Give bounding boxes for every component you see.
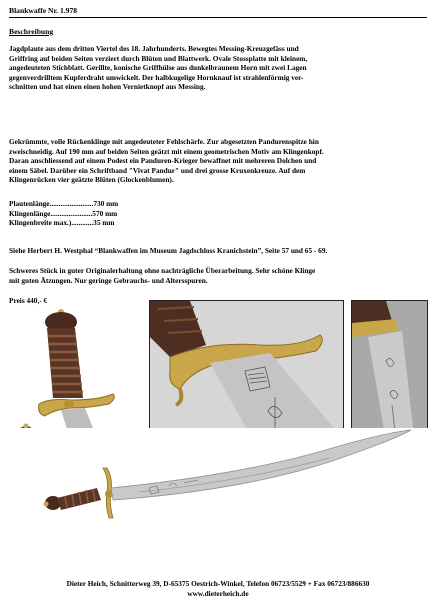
text-line: angedeuteten Stichblatt. Gerillte, konische Griffhülse aus dunkelbraunem Horn mit zwei Lagen [9,63,307,73]
footer-address: Dieter Heich, Schnitterweg 39, D-65375 Oestrich-Winkel, Telefon 06723/5529 + Fax 06723/886630 [66,579,370,588]
price-label: Preis 440,- € [9,296,48,305]
text-line: schnitten und hat einen einen hohen Vernietknopf aus Messing. [9,82,206,92]
text-line: Gekrümmte, volle Rückenklinge mit angedeuteter Fehlschärfe. Zur abgesetzten Pandurenspitze hin [9,137,319,146]
spec-overall-length: Plautenlänge........................730 mm [9,199,119,208]
text-line: gegenverdrilltem Kupferdraht umwickelt. Der halbkugelige Hornknauf ist strahlenförmig ver- [9,72,304,82]
full-sword-image [9,428,428,574]
hilt-image [9,308,140,448]
footer-website: www.dieterheich.de [187,589,249,598]
full-sword-photo [9,428,428,574]
description-paragraph-2 [9,137,427,185]
page-title: Blankwaffe Nr. 1.978 [9,6,78,15]
text-line: mit guten Ätzungen. Nur geringe Gebrauchs- und Altersspuren. [9,275,208,285]
text-line: einem Säbel. Darüber ein Schriftband "Vivat Pandur" und drei grosse Kruxenkreuze. Auf dem [9,165,306,175]
description-paragraph-1 [9,44,427,92]
text-line: Griffring auf beiden Seiten verziert durch Blüten und Blattwerk. Ovale Stossplatte mit kleinem, [9,53,308,63]
hilt-photo [9,308,140,448]
header-divider [9,17,427,18]
spec-blade-width: Klingenbreite max.)............35 mm [9,218,115,228]
text-line: Schweres Stück in guter Originalerhaltung ohne nachträgliche Überarbeitung. Sehr schöne Klinge [9,266,316,275]
specifications [9,199,427,228]
text-line: Jagdplaute aus dem dritten Viertel des 18. Jahrhunderts. Bewegtes Messing-Kreuzgefäss und [9,44,299,53]
text-line: zweischneidig. Auf 190 mm auf beiden Seiten geätzt mit einem geometrischen Motiv am Klingenkopf. [9,146,324,156]
spec-blade-length: Klingenlänge.......................570 mm [9,208,118,218]
text-line: Klingenrücken vier geätzte Blüten (Glockenblumen). [9,175,174,185]
condition-paragraph [9,266,427,285]
text-line: Daran anschliessend auf einem Podest ein Panduren-Krieger bewaffnet mit mehreren Dolchen und [9,156,317,166]
text-line: Siehe Herbert H. Westphal “Blankwaffen im Museum Jagdschloss Kranichstein”, Seite 57 und 65 - 69. [9,246,328,255]
section-heading: Beschreibung [9,27,54,36]
literature-reference [9,246,427,256]
